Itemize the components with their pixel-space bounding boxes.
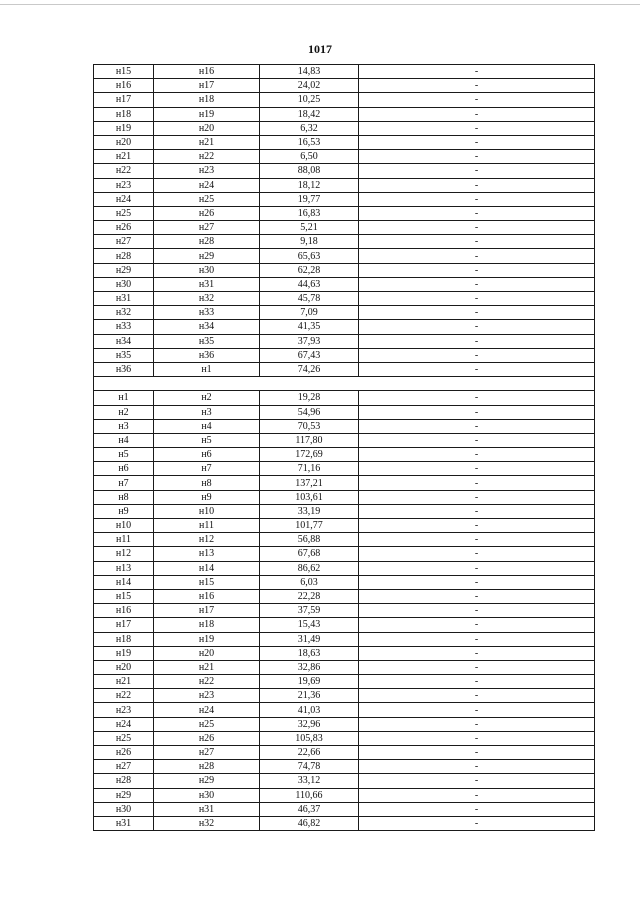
length-cell: 10,25 <box>260 93 359 107</box>
length-cell: 37,93 <box>260 334 359 348</box>
from-point-cell: н29 <box>94 263 154 277</box>
from-point-cell: н24 <box>94 192 154 206</box>
length-cell: 6,50 <box>260 150 359 164</box>
table-row <box>94 121 595 135</box>
from-point-cell: н6 <box>94 462 154 476</box>
length-cell: 103,61 <box>260 490 359 504</box>
to-point-cell: н24 <box>154 703 260 717</box>
to-point-cell: н17 <box>154 79 260 93</box>
to-point-cell: н27 <box>154 221 260 235</box>
to-point-cell: н17 <box>154 604 260 618</box>
to-point-cell: н18 <box>154 93 260 107</box>
table-row <box>94 618 595 632</box>
table-row <box>94 504 595 518</box>
value-cell: - <box>359 107 595 121</box>
length-cell: 41,03 <box>260 703 359 717</box>
to-point-cell: н5 <box>154 433 260 447</box>
length-cell: 19,77 <box>260 192 359 206</box>
table-row <box>94 206 595 220</box>
length-cell: 5,21 <box>260 221 359 235</box>
table-row <box>94 575 595 589</box>
value-cell: - <box>359 802 595 816</box>
to-point-cell: н19 <box>154 107 260 121</box>
length-cell: 101,77 <box>260 519 359 533</box>
table-row <box>94 802 595 816</box>
to-point-cell: н32 <box>154 292 260 306</box>
value-cell: - <box>359 675 595 689</box>
length-cell: 18,63 <box>260 646 359 660</box>
length-cell: 16,83 <box>260 206 359 220</box>
to-point-cell: н35 <box>154 334 260 348</box>
to-point-cell: н10 <box>154 504 260 518</box>
table-row <box>94 646 595 660</box>
table-row <box>94 107 595 121</box>
to-point-cell: н15 <box>154 575 260 589</box>
from-point-cell: н12 <box>94 547 154 561</box>
from-point-cell: н3 <box>94 419 154 433</box>
table-row <box>94 561 595 575</box>
to-point-cell: н11 <box>154 519 260 533</box>
value-cell: - <box>359 632 595 646</box>
from-point-cell: н17 <box>94 93 154 107</box>
to-point-cell: н14 <box>154 561 260 575</box>
length-cell: 32,96 <box>260 717 359 731</box>
value-cell: - <box>359 746 595 760</box>
to-point-cell: н29 <box>154 774 260 788</box>
length-cell: 67,68 <box>260 547 359 561</box>
from-point-cell: н20 <box>94 660 154 674</box>
length-cell: 54,96 <box>260 405 359 419</box>
table-row <box>94 348 595 362</box>
from-point-cell: н2 <box>94 405 154 419</box>
table-row <box>94 731 595 745</box>
from-point-cell: н25 <box>94 731 154 745</box>
from-point-cell: н30 <box>94 802 154 816</box>
table-row <box>94 419 595 433</box>
length-cell: 46,82 <box>260 816 359 830</box>
length-cell: 32,86 <box>260 660 359 674</box>
table-row <box>94 604 595 618</box>
from-point-cell: н33 <box>94 320 154 334</box>
value-cell: - <box>359 547 595 561</box>
value-cell: - <box>359 263 595 277</box>
from-point-cell: н29 <box>94 788 154 802</box>
value-cell: - <box>359 774 595 788</box>
value-cell: - <box>359 150 595 164</box>
length-cell: 19,69 <box>260 675 359 689</box>
value-cell: - <box>359 65 595 79</box>
length-cell: 46,37 <box>260 802 359 816</box>
length-cell: 14,83 <box>260 65 359 79</box>
separator-cell <box>94 377 595 391</box>
to-point-cell: н32 <box>154 816 260 830</box>
table-row <box>94 533 595 547</box>
length-cell: 71,16 <box>260 462 359 476</box>
value-cell: - <box>359 178 595 192</box>
from-point-cell: н15 <box>94 589 154 603</box>
to-point-cell: н36 <box>154 348 260 362</box>
table-body <box>94 65 595 831</box>
from-point-cell: н24 <box>94 717 154 731</box>
value-cell: - <box>359 79 595 93</box>
from-point-cell: н28 <box>94 249 154 263</box>
to-point-cell: н26 <box>154 206 260 220</box>
table-row <box>94 760 595 774</box>
from-point-cell: н17 <box>94 618 154 632</box>
section-separator-row <box>94 377 595 391</box>
from-point-cell: н22 <box>94 689 154 703</box>
from-point-cell: н20 <box>94 135 154 149</box>
value-cell: - <box>359 448 595 462</box>
coordinates-table <box>93 64 595 831</box>
to-point-cell: н28 <box>154 235 260 249</box>
from-point-cell: н36 <box>94 362 154 376</box>
length-cell: 70,53 <box>260 419 359 433</box>
to-point-cell: н26 <box>154 731 260 745</box>
to-point-cell: н4 <box>154 419 260 433</box>
value-cell: - <box>359 731 595 745</box>
table-row <box>94 292 595 306</box>
value-cell: - <box>359 121 595 135</box>
length-cell: 7,09 <box>260 306 359 320</box>
table-row <box>94 306 595 320</box>
value-cell: - <box>359 660 595 674</box>
to-point-cell: н31 <box>154 802 260 816</box>
value-cell: - <box>359 348 595 362</box>
length-cell: 16,53 <box>260 135 359 149</box>
value-cell: - <box>359 589 595 603</box>
to-point-cell: н1 <box>154 362 260 376</box>
length-cell: 117,80 <box>260 433 359 447</box>
table-row <box>94 689 595 703</box>
value-cell: - <box>359 292 595 306</box>
table-row <box>94 362 595 376</box>
table-row <box>94 65 595 79</box>
table-row <box>94 150 595 164</box>
to-point-cell: н20 <box>154 646 260 660</box>
from-point-cell: н25 <box>94 206 154 220</box>
from-point-cell: н9 <box>94 504 154 518</box>
table-row <box>94 774 595 788</box>
from-point-cell: н30 <box>94 277 154 291</box>
length-cell: 31,49 <box>260 632 359 646</box>
length-cell: 56,88 <box>260 533 359 547</box>
length-cell: 18,12 <box>260 178 359 192</box>
table-row <box>94 263 595 277</box>
length-cell: 6,03 <box>260 575 359 589</box>
to-point-cell: н9 <box>154 490 260 504</box>
table-row <box>94 221 595 235</box>
to-point-cell: н24 <box>154 178 260 192</box>
from-point-cell: н4 <box>94 433 154 447</box>
table-row <box>94 192 595 206</box>
length-cell: 21,36 <box>260 689 359 703</box>
to-point-cell: н13 <box>154 547 260 561</box>
value-cell: - <box>359 320 595 334</box>
value-cell: - <box>359 717 595 731</box>
from-point-cell: н31 <box>94 816 154 830</box>
to-point-cell: н2 <box>154 391 260 405</box>
table-row <box>94 675 595 689</box>
value-cell: - <box>359 405 595 419</box>
from-point-cell: н19 <box>94 121 154 135</box>
to-point-cell: н12 <box>154 533 260 547</box>
to-point-cell: н31 <box>154 277 260 291</box>
from-point-cell: н23 <box>94 703 154 717</box>
length-cell: 74,26 <box>260 362 359 376</box>
from-point-cell: н16 <box>94 79 154 93</box>
from-point-cell: н27 <box>94 235 154 249</box>
from-point-cell: н28 <box>94 774 154 788</box>
table-row <box>94 135 595 149</box>
table-row <box>94 746 595 760</box>
length-cell: 22,28 <box>260 589 359 603</box>
to-point-cell: н25 <box>154 192 260 206</box>
from-point-cell: н31 <box>94 292 154 306</box>
to-point-cell: н33 <box>154 306 260 320</box>
table-row <box>94 235 595 249</box>
from-point-cell: н27 <box>94 760 154 774</box>
value-cell: - <box>359 221 595 235</box>
from-point-cell: н16 <box>94 604 154 618</box>
to-point-cell: н20 <box>154 121 260 135</box>
length-cell: 15,43 <box>260 618 359 632</box>
table-row <box>94 660 595 674</box>
from-point-cell: н11 <box>94 533 154 547</box>
page-number: 1017 <box>308 42 332 56</box>
table-row <box>94 334 595 348</box>
from-point-cell: н21 <box>94 675 154 689</box>
length-cell: 110,66 <box>260 788 359 802</box>
value-cell: - <box>359 135 595 149</box>
value-cell: - <box>359 816 595 830</box>
length-cell: 44,63 <box>260 277 359 291</box>
to-point-cell: н34 <box>154 320 260 334</box>
to-point-cell: н22 <box>154 675 260 689</box>
table-row <box>94 93 595 107</box>
from-point-cell: н34 <box>94 334 154 348</box>
value-cell: - <box>359 490 595 504</box>
length-cell: 172,69 <box>260 448 359 462</box>
length-cell: 24,02 <box>260 79 359 93</box>
value-cell: - <box>359 703 595 717</box>
to-point-cell: н16 <box>154 65 260 79</box>
to-point-cell: н6 <box>154 448 260 462</box>
to-point-cell: н28 <box>154 760 260 774</box>
to-point-cell: н19 <box>154 632 260 646</box>
length-cell: 45,78 <box>260 292 359 306</box>
to-point-cell: н29 <box>154 249 260 263</box>
value-cell: - <box>359 277 595 291</box>
value-cell: - <box>359 504 595 518</box>
to-point-cell: н16 <box>154 589 260 603</box>
length-cell: 37,59 <box>260 604 359 618</box>
value-cell: - <box>359 575 595 589</box>
from-point-cell: н5 <box>94 448 154 462</box>
value-cell: - <box>359 604 595 618</box>
value-cell: - <box>359 93 595 107</box>
value-cell: - <box>359 206 595 220</box>
value-cell: - <box>359 561 595 575</box>
from-point-cell: н23 <box>94 178 154 192</box>
value-cell: - <box>359 249 595 263</box>
from-point-cell: н14 <box>94 575 154 589</box>
table-row <box>94 433 595 447</box>
from-point-cell: н10 <box>94 519 154 533</box>
value-cell: - <box>359 646 595 660</box>
table-row <box>94 788 595 802</box>
from-point-cell: н35 <box>94 348 154 362</box>
to-point-cell: н22 <box>154 150 260 164</box>
table-row <box>94 178 595 192</box>
from-point-cell: н26 <box>94 746 154 760</box>
value-cell: - <box>359 306 595 320</box>
table-row <box>94 462 595 476</box>
length-cell: 9,18 <box>260 235 359 249</box>
length-cell: 41,35 <box>260 320 359 334</box>
table-row <box>94 391 595 405</box>
from-point-cell: н1 <box>94 391 154 405</box>
to-point-cell: н21 <box>154 660 260 674</box>
from-point-cell: н32 <box>94 306 154 320</box>
value-cell: - <box>359 362 595 376</box>
table-row <box>94 249 595 263</box>
value-cell: - <box>359 334 595 348</box>
table-row <box>94 405 595 419</box>
length-cell: 74,78 <box>260 760 359 774</box>
value-cell: - <box>359 164 595 178</box>
length-cell: 19,28 <box>260 391 359 405</box>
length-cell: 65,63 <box>260 249 359 263</box>
to-point-cell: н3 <box>154 405 260 419</box>
value-cell: - <box>359 618 595 632</box>
table-row <box>94 476 595 490</box>
table-row <box>94 448 595 462</box>
from-point-cell: н26 <box>94 221 154 235</box>
length-cell: 22,66 <box>260 746 359 760</box>
value-cell: - <box>359 519 595 533</box>
to-point-cell: н27 <box>154 746 260 760</box>
from-point-cell: н7 <box>94 476 154 490</box>
table-row <box>94 816 595 830</box>
table-row <box>94 519 595 533</box>
length-cell: 86,62 <box>260 561 359 575</box>
top-rule <box>0 4 640 5</box>
value-cell: - <box>359 788 595 802</box>
to-point-cell: н30 <box>154 263 260 277</box>
table-row <box>94 717 595 731</box>
length-cell: 67,43 <box>260 348 359 362</box>
from-point-cell: н8 <box>94 490 154 504</box>
length-cell: 62,28 <box>260 263 359 277</box>
table-row <box>94 589 595 603</box>
value-cell: - <box>359 462 595 476</box>
table-row <box>94 547 595 561</box>
table-row <box>94 79 595 93</box>
value-cell: - <box>359 689 595 703</box>
value-cell: - <box>359 476 595 490</box>
to-point-cell: н21 <box>154 135 260 149</box>
to-point-cell: н18 <box>154 618 260 632</box>
table-row <box>94 703 595 717</box>
length-cell: 18,42 <box>260 107 359 121</box>
length-cell: 88,08 <box>260 164 359 178</box>
from-point-cell: н18 <box>94 107 154 121</box>
from-point-cell: н22 <box>94 164 154 178</box>
from-point-cell: н21 <box>94 150 154 164</box>
table-row <box>94 632 595 646</box>
value-cell: - <box>359 192 595 206</box>
value-cell: - <box>359 533 595 547</box>
to-point-cell: н23 <box>154 689 260 703</box>
table-row <box>94 164 595 178</box>
length-cell: 6,32 <box>260 121 359 135</box>
to-point-cell: н30 <box>154 788 260 802</box>
to-point-cell: н8 <box>154 476 260 490</box>
length-cell: 105,83 <box>260 731 359 745</box>
from-point-cell: н13 <box>94 561 154 575</box>
length-cell: 33,19 <box>260 504 359 518</box>
to-point-cell: н23 <box>154 164 260 178</box>
from-point-cell: н15 <box>94 65 154 79</box>
length-cell: 137,21 <box>260 476 359 490</box>
from-point-cell: н19 <box>94 646 154 660</box>
value-cell: - <box>359 419 595 433</box>
value-cell: - <box>359 433 595 447</box>
table-row <box>94 277 595 291</box>
table-row <box>94 490 595 504</box>
from-point-cell: н18 <box>94 632 154 646</box>
to-point-cell: н25 <box>154 717 260 731</box>
table-row <box>94 320 595 334</box>
value-cell: - <box>359 235 595 249</box>
to-point-cell: н7 <box>154 462 260 476</box>
value-cell: - <box>359 391 595 405</box>
length-cell: 33,12 <box>260 774 359 788</box>
value-cell: - <box>359 760 595 774</box>
